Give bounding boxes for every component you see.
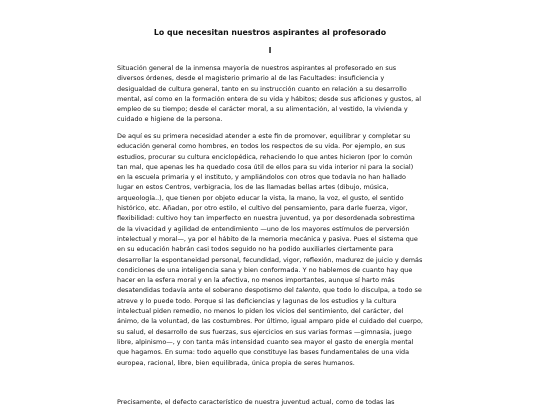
- section-numeral: I: [268, 46, 272, 55]
- document-title: Lo que necesitan nuestros aspirantes al profesorado: [153, 28, 387, 37]
- paragraph-2: [117, 131, 423, 368]
- paragraph-2-tail: , que todo lo disculpa, a todo se atreve y lo puede todo. Porque si las deficiencias y lagunas de los estudios y la cultura intelectual piden remedio, no menos lo piden los vicios del sentimiento, del carácter, del ánimo, de la voluntad, de las costumbres. Por último, igual amparo pide el cuidado del cuerpo, su salud, el desarrollo de sus fuerzas, sus ejercicios en sus varias formas —gimnasia, juego libre, alpinismo—, y con tanta más intensidad cuanto sea mayor el gasto de energía mental que hagamos. En suma: todo aquello que constituye las bases fundamentales de una vida europea, racional, libre, bien equilibrada, única propia de seres humanos.: [117, 286, 423, 367]
- paragraph-1: Situación general de la inmensa mayoría de nuestros aspirantes al profesorado en sus diversos órdenes, desde el magisterio primario al de las Facultades: insuficiencia y desigualdad de cultura general, tanto en su instrucción cuanto en relación a su desarrollo mental, así como en la formación entera de su vida y hábitos; desde sus aficiones y gustos, al empleo de su tiempo; desde el carácter moral, a su alimentación, al vestido, la vivienda y cuidado e higiene de la persona.: [117, 64, 421, 124]
- emphasis-word: talento: [295, 286, 319, 295]
- paragraph-2-text: De aquí es su primera necesidad atender a este fin de promover, equilibrar y completar su educación general como hombres, en todos los respectos de su vida. Por ejemplo, en sus estudios, procurar su cultura enciclopédica, rehaciendo lo que antes hicieron (por lo común tan mal, que apenas les ha quedado cosa útil de ellos para su vida interior ni para la social) en la escuela primaria y el instituto, y ampliándolos con otros que todavía no han hallado lugar en estos Centros, verbigracia, los de las llamadas bellas artes (dibujo, música, arqueología..), que tienen por objeto educar la vista, la mano, la voz, el gusto, el sentido histórico, etc. Añadan, por otro estilo, el cultivo del pensamiento, para darle fuerza, vigor, flexibilidad: cultivo hoy tan imperfecto en nuestra juventud, ya por desordenada sobrestima de la vivacidad y agilidad de entendimiento —uno de los mayores estímulos de perversión intelectual y moral—, ya por el hábito de la memoria mecánica y pasiva. Pues el sistema que en su educación habrán casi todos seguido no ha podido auxiliarles ciertamente para desarrollar la espontaneidad personal, fecundidad, vigor, reflexión, madurez de juicio y demás condiciones de una inteligencia sana y bien conformada. Y no hablemos de cuanto hay que hacer en la esfera moral y en la afectiva, no menos importantes, aunque sí harto más desatendidas todavía ante el soberano despotismo del: [117, 132, 423, 295]
- paragraph-3: Precisamente, el defecto característico de nuestra juventud actual, como de todas las: [117, 398, 395, 406]
